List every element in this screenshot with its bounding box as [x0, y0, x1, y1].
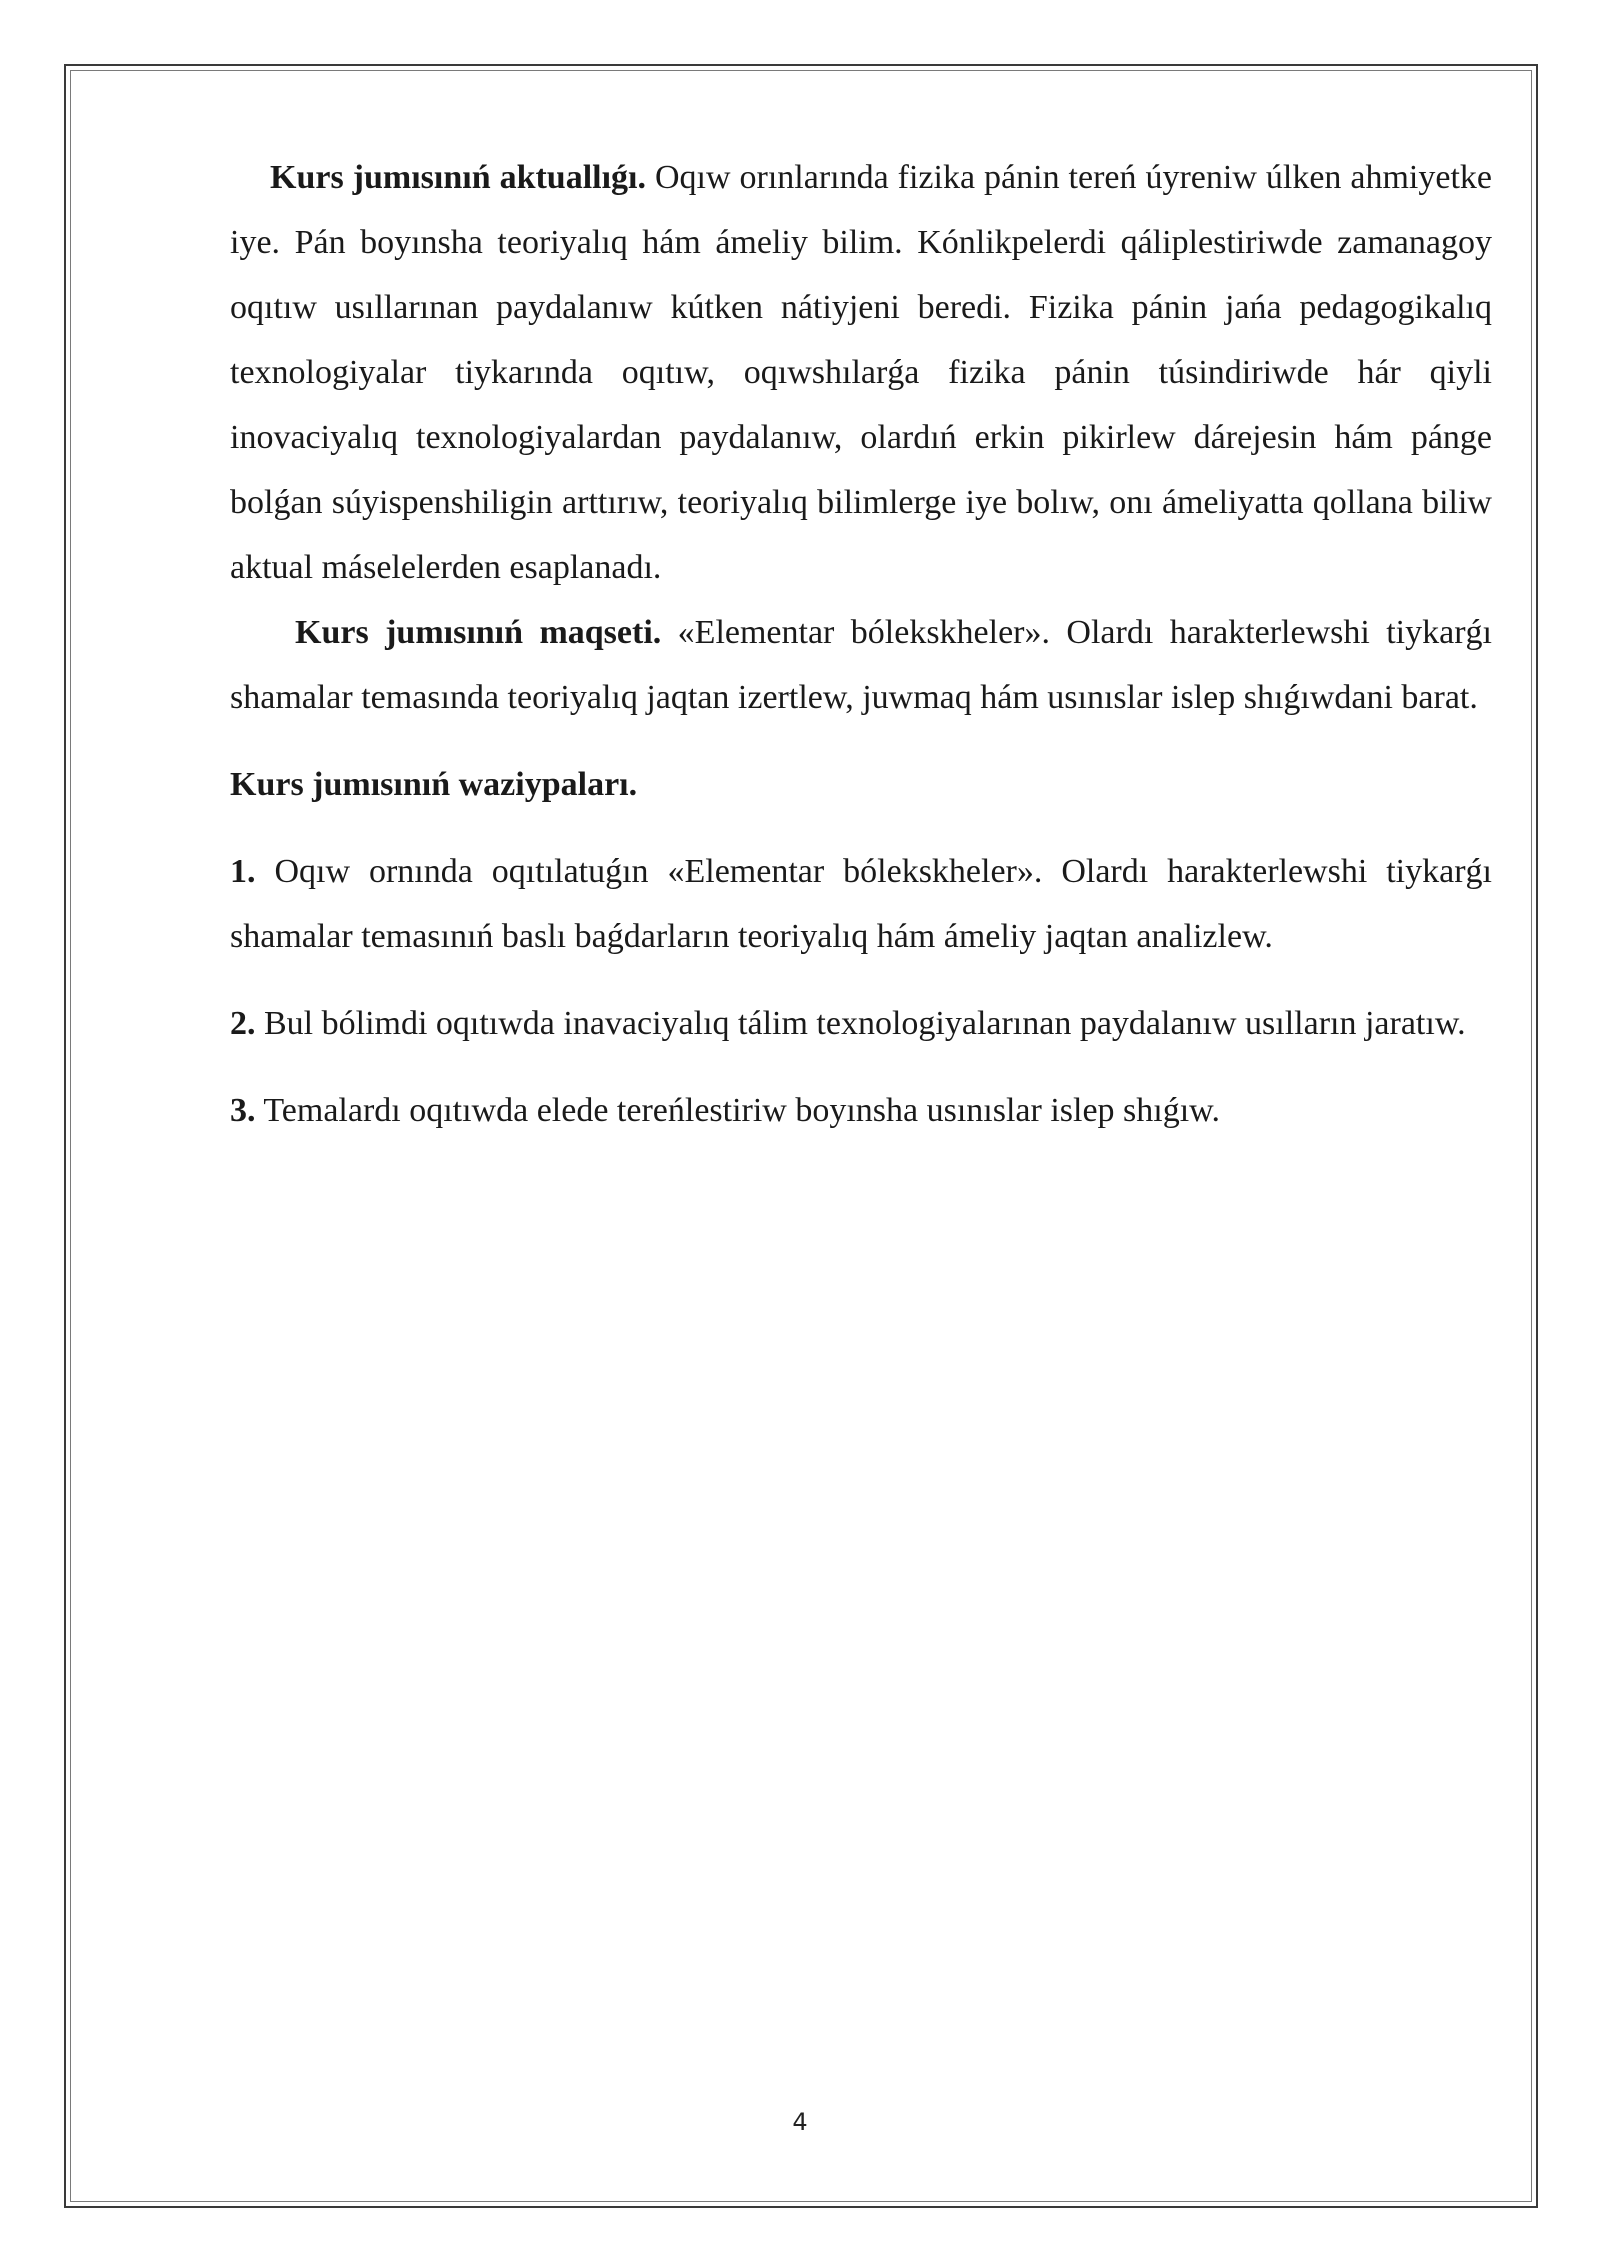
task-number: 2.	[230, 1005, 256, 1042]
page-number: 4	[792, 2108, 808, 2136]
document-body	[230, 145, 1492, 1143]
task-item	[230, 839, 1492, 969]
task-item	[230, 1078, 1492, 1143]
paragraph-text: «Elementar bólekskheler». Olardı harakterlewshi tiykarǵı shamalar temasında teoriyalıq jaqtan izertlew, juwmaq hám usınıslar islep shıǵıwdani barat.	[230, 614, 1492, 716]
task-item	[230, 991, 1492, 1056]
paragraph-text: Oqıw orınlarında fizika pánin tereń úyreniw úlken ahmiyetke iye. Pán boyınsha teoriyalıq hám ámeliy bilim. Kónlikpelerdi qáliplestiriwde zamanagoy oqıtıw usıllarınan paydalanıw kútken nátiyjeni beredi. Fizika pánin jańa pedagogikalıq texnologiyalar tiykarında oqıtıw, oqıwshılarǵa fizika pánin túsindiriwde hár qiyli inovaciyalıq texnologiyalardan paydalanıw, olardıń erkin pikirlew dárejesin hám pánge bolǵan súyispenshiligin arttırıw, teoriyalıq bilimlerge iye bolıw, onı ámeliyatta qollana biliw aktual máselelerden esaplanadı.	[230, 159, 1493, 586]
paragraph-relevance	[230, 145, 1492, 600]
paragraph-lead: Kurs jumısınıń maqseti.	[295, 614, 662, 651]
task-text: Bul bólimdi oqıtıwda inavaciyalıq tálim texnologiyalarınan paydalanıw usılların jaratıw.	[255, 1005, 1466, 1042]
paragraph-goal	[230, 600, 1492, 730]
task-text: Oqıw ornında oqıtılatuǵın «Elementar bólekskheler». Olardı harakterlewshi tiykarǵı shamalar temasınıń baslı baǵdarların teoriyalıq hám ámeliy jaqtan analizlew.	[230, 853, 1492, 955]
task-text: Temalardı oqıtıwda elede tereńlestiriw boyınsha usınıslar islep shıǵıw.	[255, 1092, 1221, 1129]
task-number: 1.	[230, 853, 256, 890]
paragraph-lead: Kurs jumısınıń aktuallıǵı.	[270, 159, 647, 196]
tasks-heading: Kurs jumısınıń waziypaları.	[230, 766, 638, 803]
task-number: 3.	[230, 1092, 256, 1129]
